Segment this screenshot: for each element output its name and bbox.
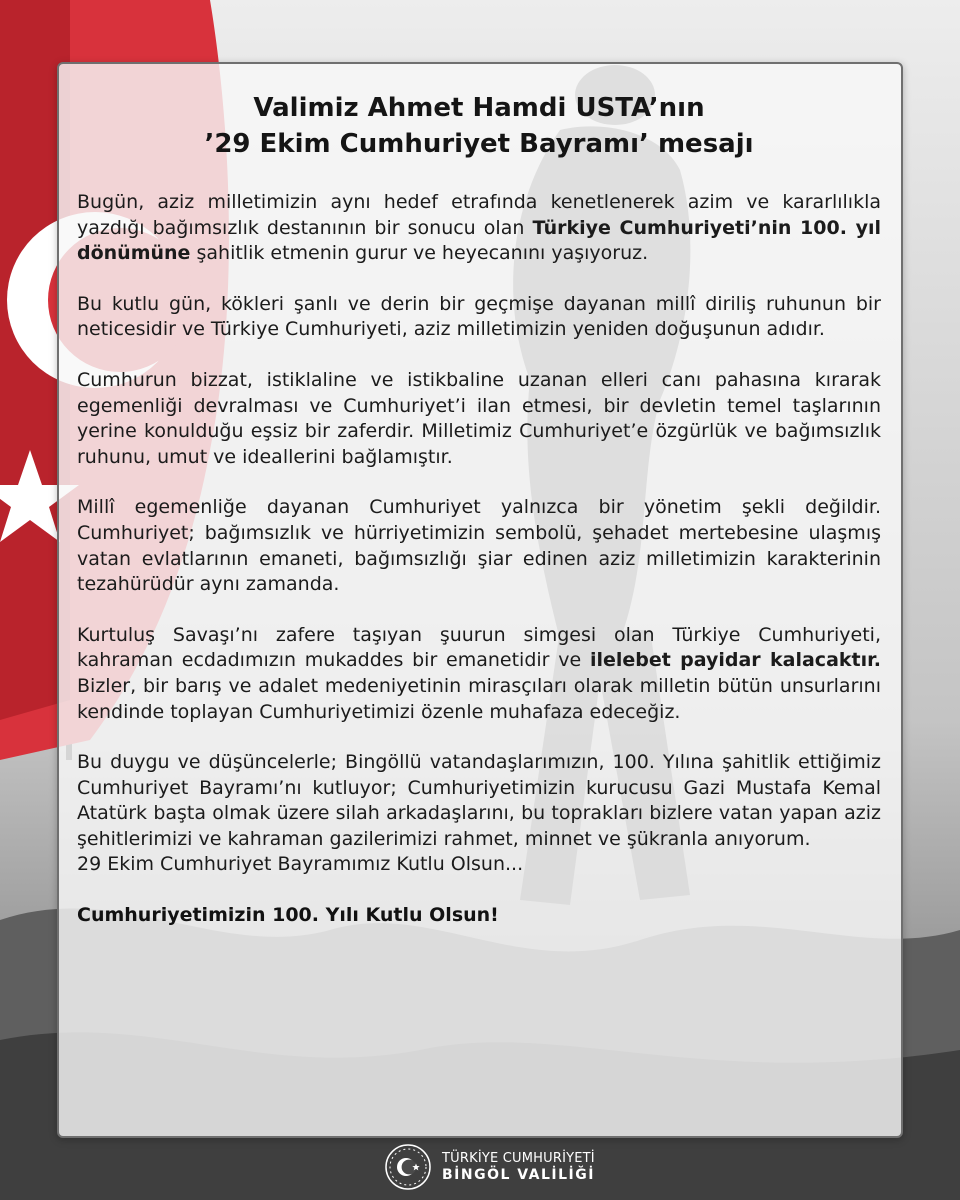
footer-logo-block [384, 1142, 595, 1192]
paragraph-5-text-a: Kurtuluş Savaşı’nı zafere taşıyan şuurun simgesi olan Türkiye Cumhuriyeti, kahraman ecdadımızın mukaddes bir emanetidir ve [77, 623, 881, 672]
paragraph-5-bold: ilelebet payidar kalacaktır. [589, 649, 882, 672]
footer-text [442, 1150, 595, 1184]
footer-line-1: TÜRKİYE CUMHURİYETİ [442, 1151, 595, 1166]
paragraph-4: Millî egemenliğe dayanan Cumhuriyet yalnızca bir yönetim şekli değildir. Cumhuriyet; bağımsızlık ve hürriyetimizin sembolü, şehadet mertebesine ulaşmış vatan evlatlarının emaneti, bağımsızlığı şiar edinen aziz milletimizin karakterinin tezahürüdür aynı zamanda. [77, 496, 881, 596]
paragraph-6 [77, 750, 881, 878]
closing-line: Cumhuriyetimizin 100. Yılı Kutlu Olsun! [77, 904, 499, 927]
paragraph-1-bold: Türkiye Cumhuriyeti’nin 100. yıl dönümüne [77, 216, 881, 265]
crescent-star-seal-icon [384, 1143, 432, 1191]
title-line-1: Valimiz Ahmet Hamdi USTA’nın [253, 93, 705, 123]
paragraph-1-text-c: şahitlik etmenin gurur ve heyecanını yaşıyoruz. [190, 242, 649, 265]
paragraph-5-text-c: Bizler, bir barış ve adalet medeniyetinin mirasçıları olarak milletin bütün unsurlarını kendinde toplayan Cumhuriyetimizi özenle muhafaza edeceğiz. [77, 674, 881, 723]
paragraph-1 [77, 190, 881, 267]
footer-line-2: BİNGÖL VALİLİĞİ [442, 1167, 595, 1183]
paragraph-6-text-b: 29 Ekim Cumhuriyet Bayramımız Kutlu Olsun... [77, 853, 524, 876]
paragraph-6-text-a: Bu duygu ve düşüncelerle; Bingöllü vatandaşlarımızın, 100. Yılına şahitlik ettiğimiz Cumhuriyet Bayramı’nı kutluyor; Cumhuriyetimizin kurucusu Gazi Mustafa Kemal Atatürk başta olmak üzere silah arkadaşlarını, bu toprakları bizlere vatan yapan aziz şehitlerimizi ve kahraman gazilerimizi rahmet, minnet ve şükranla anıyorum. [77, 751, 881, 850]
paragraph-5 [77, 623, 881, 725]
page-title [77, 90, 881, 162]
title-line-2: ’29 Ekim Cumhuriyet Bayramı’ mesajı [204, 129, 754, 159]
message-card [57, 62, 903, 1138]
paragraph-3: Cumhurun bizzat, istiklaline ve istikbaline uzanan elleri canı pahasına kırarak egemenliği devralması ve Cumhuriyet’i ilan etmesi, bir devletin temel taşlarının yerine konulduğu eşsiz bir zaferdir. Milletimiz Cumhuriyet’e özgürlük ve bağımsızlık ruhunu, umut ve ideallerini bağlamıştır. [77, 368, 881, 468]
paragraph-2: Bu kutlu gün, kökleri şanlı ve derin bir geçmişe dayanan millî diriliş ruhunun bir neticesidir ve Türkiye Cumhuriyeti, aziz milletimizin yeniden doğuşunun adıdır. [77, 292, 881, 341]
paragraph-1-text-a: Bugün, aziz milletimizin aynı hedef etrafında kenetlenerek azim ve kararlılıkla yazdığı bağımsızlık destanının bir sonucu olan [77, 191, 881, 239]
